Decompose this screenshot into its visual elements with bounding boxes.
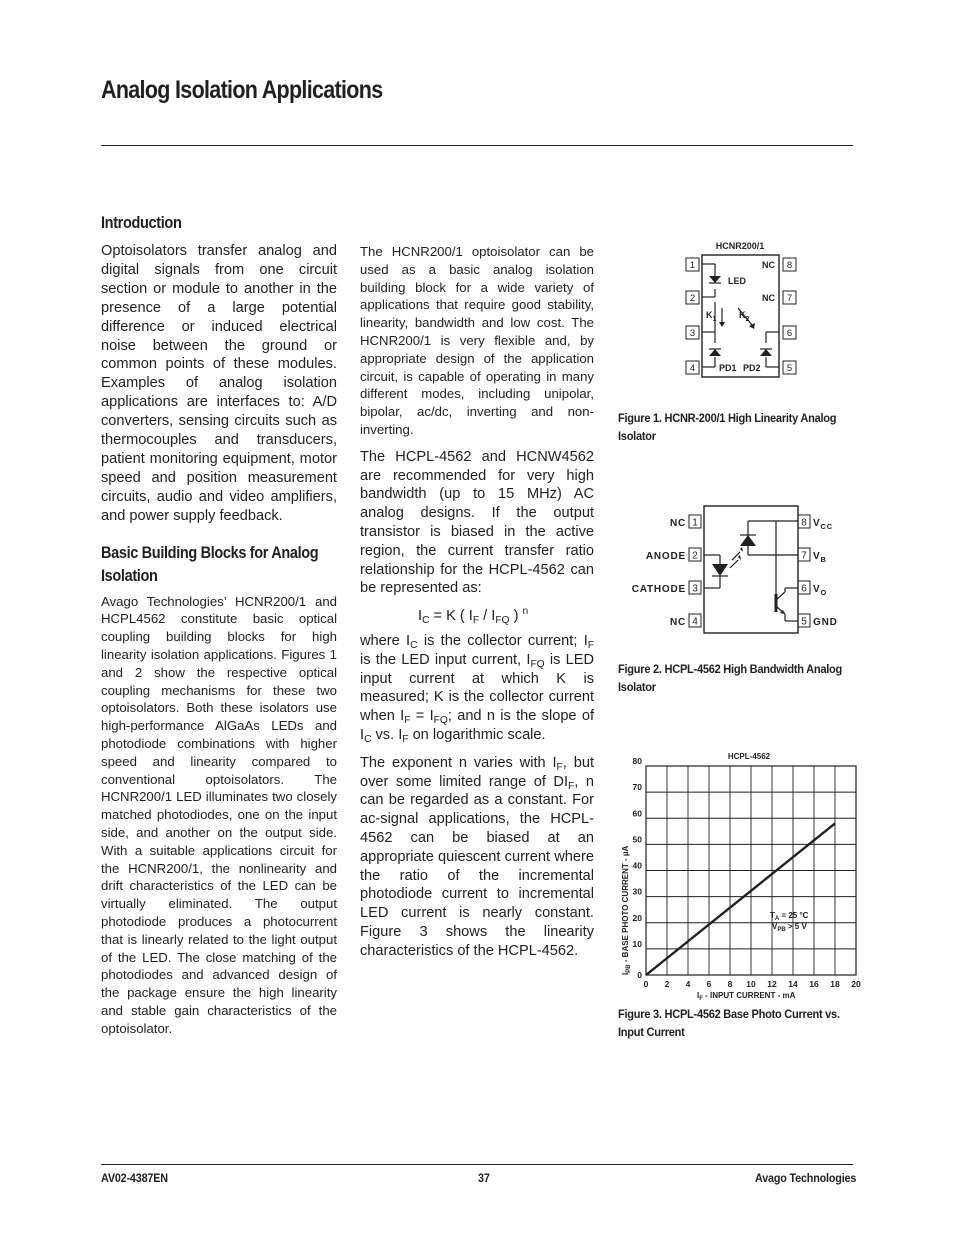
fig2-vo-label: $V_O$ <box>813 584 828 597</box>
footer-company: Avago Technologies <box>755 1171 857 1185</box>
figure-3-chart <box>612 745 870 1005</box>
fig1-pd1-diode <box>709 349 721 356</box>
page-title: Analog Isolation Applications <box>101 76 383 104</box>
col2-paragraph-4: The exponent n varies with $I_F$, but over some limited range of $DI_F$, n can be regarded as a constant. For ac-signal applications, the HCPL-4562 can be biased at an appropriate quiescent current where the ratio of the incremental photodiode current to incremental LED current is nearly constant. Figure 3 shows the linearity characteristics of the HCPL-4562. <box>360 754 594 959</box>
chart-ytick-label: 60 <box>632 808 642 819</box>
col2-paragraph-2: The HCPL-4562 and HCNW4562 are recommended for very high bandwidth (up to 15 MHz) AC analog designs. If the output transistor is biased in the active region, the current transfer ratio relationship for the HCPL-4562 can be represented as: <box>360 448 594 597</box>
chart-title: HCPL-4562 <box>727 752 771 761</box>
fig1-part-label: HCNR200/1 <box>715 241 765 251</box>
fig2-gnd-label: GND <box>813 617 838 628</box>
fig1-pd2-diode <box>760 349 772 356</box>
fig2-left-label-4: NC <box>669 617 686 628</box>
figure-2-diagram <box>600 500 870 640</box>
chart-xtick-label: 4 <box>685 979 691 989</box>
fig1-pd1-label: PD1 <box>719 363 737 373</box>
footer-page-number: 37 <box>478 1171 490 1185</box>
chart-ytick-label: 10 <box>632 938 642 949</box>
chart-ytick-label: 50 <box>632 834 642 845</box>
fig2-pin-7: 7 <box>801 550 807 562</box>
chart-xtick-label: 14 <box>788 979 798 989</box>
fig1-pin-2: 2 <box>689 293 696 304</box>
fig1-pin-8: 8 <box>786 260 793 271</box>
fig1-k2-label: $K_2$ <box>739 310 750 323</box>
figure-3-caption: Figure 3. HCPL-4562 Base Photo Current vs. Input Current <box>618 1007 840 1039</box>
figure-2-caption: Figure 2. HCPL-4562 High Bandwidth Analog Isolator <box>618 662 843 694</box>
figure-1-diagram <box>680 238 800 380</box>
formula-part: / I <box>479 608 496 625</box>
chart-ytick-label: 80 <box>632 756 642 766</box>
ctr-formula <box>360 607 594 626</box>
formula-part: = K ( I <box>429 608 473 625</box>
fig2-vcc-label: $V_{CC}$ <box>813 518 833 531</box>
fig2-pin-6: 6 <box>801 583 807 595</box>
chart-series-line <box>646 823 835 975</box>
fig2-pin-5: 5 <box>801 616 807 628</box>
formula-part: I <box>418 608 423 625</box>
chart-annotation <box>770 911 809 933</box>
chart-xtick-label: 18 <box>830 979 840 989</box>
chart-xtick-label: 8 <box>727 979 733 989</box>
fig2-pin-4: 4 <box>692 616 698 628</box>
chart-xtick-label: 20 <box>851 979 861 989</box>
fig1-nc-label: NC <box>762 293 775 303</box>
fig2-pin-3: 3 <box>692 583 698 595</box>
chart-xtick-label: 10 <box>746 979 756 989</box>
fig1-pd2-label: PD2 <box>743 363 761 373</box>
fig1-pin-6: 6 <box>786 328 793 339</box>
blocks-text: Avago Technologies’ HCNR200/1 and HCPL4562 constitute basic optical coupling building blocks for high linearity isolation applications. Figures 1 and 2 show the respective optical coupling mechanisms for these two optoisolators. Both these isolators use high-performance AlGaAs LEDs and photodiode combinations with higher speed and linearity compared to conventional optoisolators. The HCNR200/1 LED illuminates two closely matched photodiodes, one on the input side, and another on the output side. With a suitable applications circuit for the HCNR200/1, the nonlinearity and drift characteristics of the LED can be virtually eliminated. The output photodiode produces a photocurrent that is linearly related to the light output of the LED. The close matching of the photodiodes and advanced design of the package ensure the high linearity and stable gain characteristics of the optoisolator. <box>101 593 337 1036</box>
chart-ytick-label: 40 <box>632 860 642 871</box>
fig1-pin-5: 5 <box>786 363 793 374</box>
column-1 <box>101 212 337 1038</box>
fig1-k1-label: $K_1$ <box>706 310 717 323</box>
fig2-led-diode <box>712 564 728 576</box>
fig2-left-label-2: ANODE <box>645 551 686 562</box>
formula-sub: C <box>422 615 430 627</box>
chart-ylabel: $I_{PB}$ - BASE PHOTO CURRENT - µA <box>621 845 632 975</box>
intro-text: Optoisolators transfer analog and digital signals from one circuit section or module to another in the presence of a large potential difference or induced electrical noise between the ground or common points of these modules. Examples of analog isolation applications are interfaces to: A/D converters, sensing circuits such as thermocouples and transducers, patient monitoring equipment, motor speed and position measurement circuits, audio and video amplifiers, and power supply feedback. <box>101 243 337 524</box>
formula-sub: FQ <box>495 615 510 627</box>
fig2-pin-1: 1 <box>692 517 698 529</box>
chart-ytick-label: 70 <box>632 782 642 793</box>
formula-sub: F <box>472 615 480 627</box>
fig2-photodiode <box>740 535 756 546</box>
annot-vpb: $V_{PB} > 5$ V <box>772 922 807 933</box>
col2-paragraph-3: where $I_C$ is the collector current; $I_F$ is the LED input current, $I_{FQ}$ is LED input current at which K is measured; K is the collector current when $I_F = I_{FQ}$; and n is the slope of $I_C$ vs. $I_F$ on logarithmic scale. <box>360 632 595 745</box>
fig2-pin-2: 2 <box>692 550 698 562</box>
header-rule <box>101 145 853 146</box>
fig1-pin-7: 7 <box>786 293 793 304</box>
fig2-left-label-3: CATHODE <box>631 584 686 595</box>
fig1-pin-3: 3 <box>689 328 696 339</box>
fig1-nc-label: NC <box>762 260 775 270</box>
formula-exponent: n <box>522 606 529 618</box>
chart-series <box>646 823 835 975</box>
fig1-led-diode <box>709 276 721 283</box>
column-2 <box>360 243 594 969</box>
blocks-heading: Basic Building Blocks for Analog Isolation <box>101 543 319 585</box>
fig1-pin-1: 1 <box>689 260 696 271</box>
fig1-pin-4: 4 <box>689 363 696 374</box>
chart-xtick-label: 16 <box>809 979 819 989</box>
chart-xtick-label: 2 <box>664 979 670 989</box>
intro-heading: Introduction <box>101 214 182 232</box>
fig2-left-label-1: NC <box>669 518 686 529</box>
chart-grid <box>646 766 856 975</box>
figure-1-caption: Figure 1. HCNR-200/1 High Linearity Analog Isolator <box>618 411 837 443</box>
chart-xtick-label: 0 <box>643 979 649 989</box>
fig2-vb-label: $V_B$ <box>813 551 827 564</box>
footer-doc-number: AV02-4387EN <box>101 1171 168 1185</box>
formula-part: ) <box>509 608 519 625</box>
col2-paragraph-1: The HCNR200/1 optoisolator can be used as a basic analog isolation building block for a wide variety of applications that require good stability, linearity, bandwidth and low cost. The HCNR200/1 is very flexible and, by appropriate design of the application circuit, is capable of operating in many different modes, including unipolar, bipolar, ac/dc, inverting and non-inverting. <box>360 244 594 437</box>
chart-xtick-label: 6 <box>706 979 712 989</box>
chart-ytick-label: 30 <box>632 886 642 897</box>
chart-ytick-label: 0 <box>637 970 642 980</box>
fig2-pin-8: 8 <box>801 517 807 529</box>
footer-rule <box>101 1164 853 1165</box>
chart-ytick-label: 20 <box>632 912 642 923</box>
fig1-led-label: LED <box>728 276 746 286</box>
chart-xlabel: $I_F$ - INPUT CURRENT - mA <box>697 991 796 1002</box>
annot-ta: $T_A = 25$ °C <box>770 911 809 922</box>
chart-xtick-label: 12 <box>767 979 777 989</box>
